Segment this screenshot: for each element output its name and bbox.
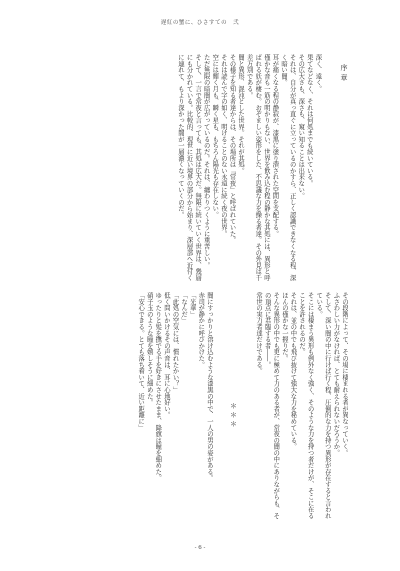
paragraph: そして、一言で常夜と言っても、其処は広大だ。無限に続いていく世界は、幾層にも分かれている。比較的、現世に近い境界の部分から始まり、深層部へ近付くに連れて、もより深かった闇が一層濃くなっていくのだ。 xyxy=(176,54,202,281)
section-separator: ＊＊＊ xyxy=(229,402,238,429)
paragraph: そんな異形の中でも更に極めて力のある者が、常夜の闇の中にありながらも、その頂点に君臨する者――。 xyxy=(263,292,280,519)
paragraph: その様子を知る者達からは、その場所は『常夜』と呼ばれていた。 xyxy=(228,54,236,243)
paragraph: 「なんだ」 xyxy=(180,292,188,324)
paragraph: 低く問いかけるその声音は、耳に心地好い。 xyxy=(162,292,170,418)
chapter-title: 序章 xyxy=(340,64,348,84)
paragraph: それは、並の中でも飛び抜けて強大な力を秘めている。 xyxy=(289,292,297,450)
paragraph: ほんの僅かな一握りだ。 xyxy=(280,292,288,362)
paragraph: そこには棲まう異形も例外なく強く、そのような力を持つ者だけが、そこに在ることを許されるのだ。 xyxy=(298,292,314,519)
paragraph: 僅かな音も一筋の明かりもない、世界を飲み込む程の静かな其処には、異形と呼ばれる妖が棲む。おぞましい姿形をした、不思議な力を操る者達。その外見は千差万別である。 xyxy=(245,54,270,281)
paragraph: 「此処の空気には、慣れたかい？」 xyxy=(171,292,179,393)
page-number: - 6 - xyxy=(194,545,206,551)
paragraph: 「安心できる。とても落ち着いて、近い距離に」 xyxy=(137,292,145,431)
paragraph: その段階によって、その場に棲まれる者が異なっていく。 xyxy=(341,292,348,456)
paragraph: ゆったりと髪を撫でる手を好きにさせたまま、降旗は瞳を細めた。 xyxy=(154,292,162,481)
paragraph: そして、深い闇の中に行けば行く程、圧倒的な力を持つ異形が存在すると言われている。 xyxy=(315,292,331,519)
paragraph: ただ無限の暗闇が広がっているのだ。それは、纏わりつくように重苦しい。 xyxy=(202,54,210,269)
paragraph: 果てなどなく、それは何処までも続いている。 xyxy=(305,54,313,187)
paragraph: 常世の実力者達だけである。 xyxy=(255,292,263,374)
paragraph: 耳が痛くなる程の静寂が、漆黒に塗り潰された空間を支配する。 xyxy=(271,54,279,237)
text-block-bottom xyxy=(52,292,348,522)
paragraph: 硝子玉のような瞳を嬉しそうに細めた。 xyxy=(145,292,153,406)
paragraph: 闇にすっかりと溶け込むような漆黒の中で、一人の男の姿がある。 xyxy=(205,292,213,481)
paragraph: 赤司が静かに呼びかけた。 xyxy=(197,292,205,368)
paragraph: それは、自分が真っ直ぐに立っているのかすら、正しく認識できなくなる程、深く暗い闇。 xyxy=(280,54,296,281)
paragraph: ふさわしい力がなければ、とても耐えられないだろうか。 xyxy=(332,292,340,456)
paragraph: それは読んで字の如く、明けることのない永遠に続く夜の世界。 xyxy=(219,54,227,237)
paragraph: その広大さも、深さも、窺い知ることは出来ない。 xyxy=(297,54,305,199)
paragraph: 空には輝く月も、瞬く星も、もちろん陽光も存在しない。 xyxy=(211,54,219,218)
paragraph: 闇と異形、混沌とした世界。それが其処。 xyxy=(237,54,245,174)
paragraph: 「光華」 xyxy=(188,292,196,318)
running-header: 遅紅の蟹に、ひさすての 弐 xyxy=(160,20,240,26)
text-block-top xyxy=(52,54,348,284)
paragraph: 深く、遠く。 xyxy=(314,54,322,92)
